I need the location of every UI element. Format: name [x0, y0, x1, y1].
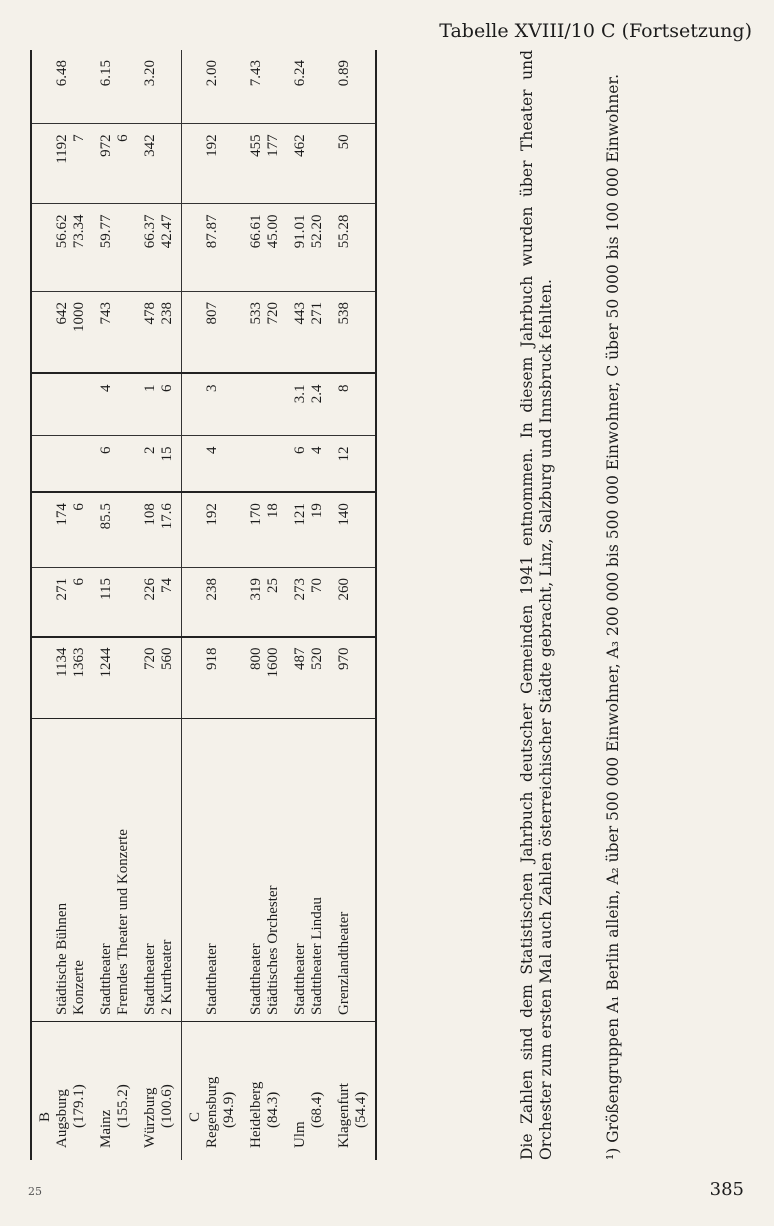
table-row: [93, 50, 137, 1160]
value-cell-c1: [31, 637, 93, 719]
value-cell-c8: [331, 124, 376, 204]
city-name: Mainz: [98, 1109, 114, 1148]
cell-value: 6.15: [98, 60, 114, 87]
page-mark: 25: [28, 1185, 42, 1198]
institution-cell: [331, 719, 376, 1022]
cell-value: 87.87: [204, 214, 220, 249]
cell-value: 17.6: [159, 503, 175, 530]
cell-value: 720: [265, 302, 281, 325]
table-row: [287, 50, 331, 1160]
cell-value: 192: [204, 503, 220, 526]
value-cell-c8: [31, 124, 93, 204]
source-note: Die Zahlen sind dem Statistischen Jahrbuch deutscher Gemeinden 1941 entnommen. In diesem Jahrbuch wurden über Theater und Orchester zum ersten Mal auch Zahlen österreichischer Städte gebracht, Linz, Salzburg und Innsbruck fehlten.: [517, 50, 555, 1160]
value-cell-c9: [31, 50, 93, 124]
city-population: (68.4): [309, 1091, 325, 1128]
value-cell-c3: [331, 492, 376, 567]
institution-name: Städtische Bühnen: [54, 902, 70, 1015]
value-cell-c7: [31, 204, 93, 292]
value-cell-c8: [182, 124, 244, 204]
city-population: (155.2): [115, 1084, 131, 1128]
institution-cell: [31, 719, 93, 1022]
value-cell-c6: [182, 292, 244, 374]
cell-value: 73.34: [71, 214, 87, 249]
cell-value: 3.1: [292, 384, 308, 404]
cell-value: 538: [336, 302, 352, 325]
value-cell-c7: [331, 204, 376, 292]
city-population: (100.6): [159, 1084, 175, 1128]
value-cell-c2: [93, 568, 137, 637]
value-cell-c9: [182, 50, 244, 124]
cell-value: 226: [142, 578, 158, 601]
cell-value: 192: [204, 134, 220, 157]
cell-value: 342: [142, 134, 158, 157]
cell-value: 4: [309, 446, 325, 454]
cell-value: 1000: [71, 302, 87, 333]
cell-value: 6: [71, 578, 87, 586]
cell-value: 18: [265, 503, 281, 519]
cell-value: 319: [248, 578, 264, 601]
city-population: (84.3): [265, 1091, 281, 1128]
city-population: (94.9): [221, 1091, 237, 1128]
value-cell-c1: [287, 637, 331, 719]
cell-value: 6: [71, 503, 87, 511]
value-cell-c4: [287, 436, 331, 492]
institution-name: Fremdes Theater und Konzerte: [115, 829, 131, 1015]
value-cell-c5: [331, 373, 376, 436]
table-row: [137, 50, 182, 1160]
cell-value: [248, 447, 265, 486]
city-name: Augsburg: [54, 1089, 70, 1148]
city-cell: [31, 1022, 93, 1161]
cell-value: 25: [265, 578, 281, 594]
value-cell-c2: [137, 568, 182, 637]
table-row: [182, 50, 244, 1160]
cell-value: 2: [142, 446, 158, 454]
value-cell-c8: [93, 124, 137, 204]
cell-value: 6.24: [292, 60, 308, 87]
cell-value: 1134: [54, 647, 70, 677]
value-cell-c5: [31, 373, 93, 436]
value-cell-c3: [93, 492, 137, 567]
cell-value: 970: [336, 647, 352, 671]
value-cell-c4: [331, 436, 376, 492]
cell-value: 59.77: [98, 214, 114, 249]
cell-value: 140: [336, 503, 352, 526]
institution-cell: [287, 719, 331, 1022]
statistics-table: [30, 50, 377, 1160]
cell-value: 487: [292, 647, 308, 671]
table-row: [331, 50, 376, 1160]
city-name: Würzburg: [142, 1087, 158, 1148]
city-cell: [93, 1022, 137, 1161]
cell-value: 1244: [98, 647, 114, 678]
city-cell: [331, 1022, 376, 1161]
value-cell-c7: [243, 204, 287, 292]
page-title: Tabelle XVIII/10 C (Fortsetzung): [439, 20, 752, 42]
page-number: 385: [709, 1179, 744, 1200]
cell-value: 121: [292, 503, 308, 526]
value-cell-c1: [93, 637, 137, 719]
city-name: Regensburg: [204, 1076, 220, 1148]
value-cell-c8: [243, 124, 287, 204]
cell-value: 6: [159, 384, 175, 392]
value-cell-c6: [287, 292, 331, 374]
city-cell: [243, 1022, 287, 1161]
value-cell-c5: [182, 373, 244, 436]
cell-value: 66.37: [142, 214, 158, 249]
institution-name: 2 Kurtheater: [159, 939, 175, 1015]
value-cell-c3: [31, 492, 93, 567]
value-cell-c9: [93, 50, 137, 124]
value-cell-c2: [287, 568, 331, 637]
city-cell: [182, 1022, 244, 1161]
rotated-content: [30, 50, 750, 1160]
cell-value: 1192: [54, 134, 70, 164]
cell-value: 174: [54, 503, 70, 526]
city-cell: [287, 1022, 331, 1161]
cell-value: 720: [142, 647, 158, 671]
value-cell-c2: [31, 568, 93, 637]
cell-value: [54, 447, 71, 486]
institution-name: Grenzlandtheater: [336, 911, 352, 1015]
cell-value: 238: [159, 302, 175, 325]
group-label: C: [187, 1111, 203, 1122]
cell-value: 56.62: [54, 214, 70, 249]
cell-value: 170: [248, 503, 264, 526]
cell-value: 177: [265, 134, 281, 157]
table-row: [243, 50, 287, 1160]
cell-value: 271: [309, 302, 325, 325]
value-cell-c9: [243, 50, 287, 124]
institution-name: Städtisches Orchester: [265, 885, 281, 1015]
group-label: B: [37, 1111, 53, 1122]
cell-value: 1600: [265, 647, 281, 678]
institution-name: Stadttheater: [248, 943, 264, 1015]
value-cell-c9: [137, 50, 182, 124]
cell-value: 918: [204, 647, 220, 671]
cell-value: 12: [336, 446, 352, 462]
value-cell-c8: [137, 124, 182, 204]
cell-value: 15: [159, 446, 175, 462]
cell-value: 800: [248, 647, 264, 671]
city-name: Ulm: [292, 1121, 308, 1148]
institution-name: Stadttheater: [142, 943, 158, 1015]
value-cell-c1: [182, 637, 244, 719]
value-cell-c2: [243, 568, 287, 637]
cell-value: 455: [248, 134, 264, 157]
institution-name: Stadttheater Lindau: [309, 897, 325, 1015]
value-cell-c7: [287, 204, 331, 292]
cell-value: 85.5: [98, 503, 114, 530]
city-population: (54.4): [353, 1091, 369, 1128]
institution-name: Stadttheater: [204, 943, 220, 1015]
value-cell-c1: [137, 637, 182, 719]
cell-value: 807: [204, 302, 220, 325]
cell-value: 70: [309, 578, 325, 594]
cell-value: [71, 60, 88, 117]
cell-value: 478: [142, 302, 158, 325]
cell-value: [248, 384, 265, 429]
value-cell-c3: [182, 492, 244, 567]
value-cell-c5: [287, 373, 331, 436]
city-name: Heidelberg: [248, 1081, 264, 1148]
value-cell-c3: [287, 492, 331, 567]
value-cell-c6: [31, 292, 93, 374]
cell-value: 45.00: [265, 214, 281, 249]
value-cell-c9: [287, 50, 331, 124]
cell-value: 4: [98, 384, 114, 392]
cell-value: 443: [292, 302, 308, 325]
value-cell-c2: [331, 568, 376, 637]
value-cell-c1: [331, 637, 376, 719]
cell-value: 6.48: [54, 60, 70, 87]
cell-value: 0.89: [336, 60, 352, 87]
value-cell-c4: [182, 436, 244, 492]
footnote: ¹) Größengruppen A₁ Berlin allein, A₂ über 500 000 Einwohner, A₃ 200 000 bis 500 000 Einwohner, C über 50 000 bis 100 000 Einwohner.: [603, 73, 622, 1160]
value-cell-c6: [243, 292, 287, 374]
cell-value: 6: [98, 446, 114, 454]
cell-value: 1: [142, 384, 158, 392]
value-cell-c7: [182, 204, 244, 292]
value-cell-c6: [137, 292, 182, 374]
cell-value: 520: [309, 647, 325, 671]
institution-name: Konzerte: [71, 960, 87, 1015]
cell-value: 238: [204, 578, 220, 601]
value-cell-c6: [93, 292, 137, 374]
cell-value: 19: [309, 503, 325, 519]
cell-value: 42.47: [159, 214, 175, 249]
institution-cell: [137, 719, 182, 1022]
cell-value: 2.4: [309, 384, 325, 404]
city-name: Klagenfurt: [336, 1083, 352, 1148]
cell-value: 462: [292, 134, 308, 157]
value-cell-c3: [243, 492, 287, 567]
value-cell-c4: [31, 436, 93, 492]
institution-cell: [243, 719, 287, 1022]
value-cell-c7: [137, 204, 182, 292]
cell-value: 271: [54, 578, 70, 601]
cell-value: 3.20: [142, 60, 158, 87]
cell-value: 6: [292, 446, 308, 454]
cell-value: 743: [98, 302, 114, 325]
institution-name: Stadttheater: [98, 943, 114, 1015]
cell-value: 560: [159, 647, 175, 671]
value-cell-c1: [243, 637, 287, 719]
value-cell-c3: [137, 492, 182, 567]
cell-value: 74: [159, 578, 175, 594]
cell-value: 55.28: [336, 214, 352, 249]
cell-value: 115: [98, 578, 114, 600]
cell-value: 642: [54, 302, 70, 325]
cell-value: 108: [142, 503, 158, 526]
value-cell-c9: [331, 50, 376, 124]
cell-value: [54, 384, 71, 429]
value-cell-c8: [287, 124, 331, 204]
value-cell-c2: [182, 568, 244, 637]
cell-value: 66.61: [248, 214, 264, 249]
cell-value: 7.43: [248, 60, 264, 87]
value-cell-c5: [243, 373, 287, 436]
institution-cell: [93, 719, 137, 1022]
value-cell-c7: [93, 204, 137, 292]
cell-value: 533: [248, 302, 264, 325]
value-cell-c5: [93, 373, 137, 436]
city-cell: [137, 1022, 182, 1161]
cell-value: 50: [336, 134, 352, 150]
cell-value: 4: [204, 446, 220, 454]
cell-value: 2.00: [204, 60, 220, 87]
institution-cell: [182, 719, 244, 1022]
cell-value: 7: [71, 134, 87, 142]
cell-value: 972: [98, 134, 114, 157]
cell-value: 91.01: [292, 214, 308, 249]
city-population: (179.1): [71, 1084, 87, 1128]
cell-value: 3: [204, 384, 220, 392]
value-cell-c5: [137, 373, 182, 436]
cell-value: 52.20: [309, 214, 325, 249]
cell-value: 260: [336, 578, 352, 601]
cell-value: 8: [336, 384, 352, 392]
table-row: [31, 50, 93, 1160]
value-cell-c4: [243, 436, 287, 492]
cell-value: 1363: [71, 647, 87, 678]
cell-value: 273: [292, 578, 308, 601]
value-cell-c4: [137, 436, 182, 492]
value-cell-c6: [331, 292, 376, 374]
cell-value: 6: [115, 134, 131, 142]
value-cell-c4: [93, 436, 137, 492]
institution-name: Stadttheater: [292, 943, 308, 1015]
